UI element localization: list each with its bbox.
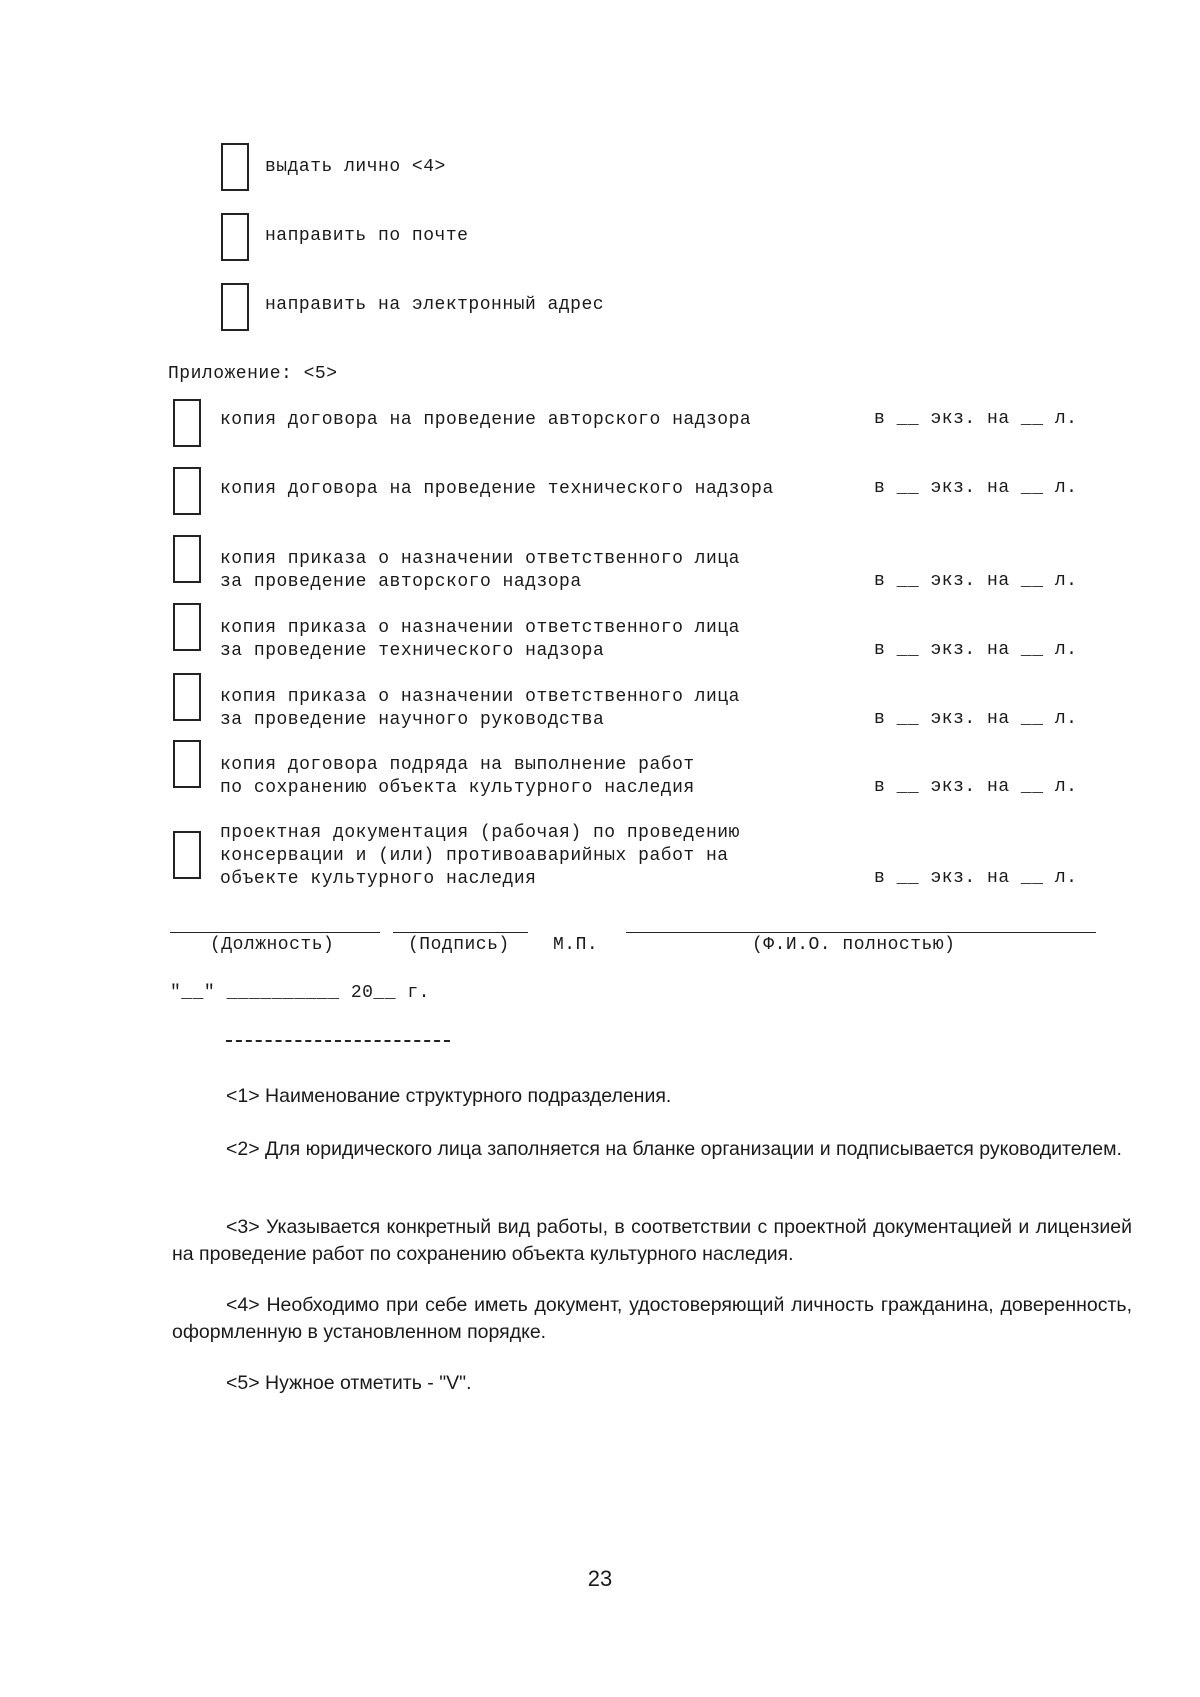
attachment-copies: в __ экз. на __ л. <box>874 640 1078 660</box>
footnote-marker: <5> <box>226 1372 260 1394</box>
full-name-line[interactable] <box>626 932 1096 933</box>
attachment-copies: в __ экз. на __ л. <box>874 409 1078 429</box>
attachment-label-line3: объекте культурного наследия <box>220 869 537 889</box>
attachment-label-line2: за проведение научного руководства <box>220 710 605 730</box>
attachment-copies: в __ экз. на __ л. <box>874 571 1078 591</box>
delivery-option-label: направить на электронный адрес <box>265 295 605 315</box>
attachment-copies: в __ экз. на __ л. <box>874 709 1078 729</box>
attachment-copies: в __ экз. на __ л. <box>874 868 1078 888</box>
footnote-marker: <1> <box>226 1085 260 1107</box>
attachment-label: копия договора на проведение технического надзора <box>220 479 774 499</box>
footnote-text: Нужное отметить - "V". <box>265 1372 472 1394</box>
date-line: "__" __________ 20__ г. <box>170 983 430 1003</box>
footnote-marker: <4> <box>226 1294 260 1316</box>
checkbox-attachment-7[interactable] <box>173 831 201 879</box>
footnote-text: Необходимо при себе иметь документ, удостоверяющий личность гражданина, доверенность, оформленную в установленном порядке. <box>172 1294 1132 1343</box>
checkbox-send-by-email[interactable] <box>221 283 249 331</box>
position-caption: (Должность) <box>210 935 335 955</box>
attachment-label-line2: по сохранению объекта культурного наследия <box>220 778 695 798</box>
attachment-label-line1: проектная документация (рабочая) по проведению <box>220 823 740 843</box>
footnote-text: Наименование структурного подразделения. <box>265 1085 672 1107</box>
attachment-label-line2: за проведение технического надзора <box>220 641 605 661</box>
footnote-3 <box>172 1214 1132 1268</box>
checkbox-send-by-mail[interactable] <box>221 213 249 261</box>
footnote-marker: <3> <box>226 1216 260 1238</box>
checkbox-attachment-1[interactable] <box>173 399 201 447</box>
position-line[interactable] <box>170 932 380 933</box>
attachment-copies: в __ экз. на __ л. <box>874 478 1078 498</box>
full-name-caption: (Ф.И.О. полностью) <box>752 935 956 955</box>
attachment-label-line1: копия приказа о назначении ответственного лица <box>220 549 740 569</box>
attachment-label-line1: копия договора подряда на выполнение работ <box>220 755 695 775</box>
attachment-copies: в __ экз. на __ л. <box>874 777 1078 797</box>
footnote-5 <box>172 1370 1132 1397</box>
signature-line[interactable] <box>393 932 528 933</box>
footnote-separator <box>226 1040 450 1042</box>
footnote-4 <box>172 1292 1132 1346</box>
checkbox-attachment-4[interactable] <box>173 603 201 651</box>
footnote-1 <box>172 1083 1132 1110</box>
delivery-option-label: направить по почте <box>265 226 469 246</box>
attachment-label-line2: за проведение авторского надзора <box>220 572 582 592</box>
checkbox-attachment-6[interactable] <box>173 740 201 788</box>
page-number: 23 <box>587 1566 613 1591</box>
attachments-title: Приложение: <5> <box>168 364 338 384</box>
checkbox-deliver-in-person[interactable] <box>221 143 249 191</box>
attachment-label-line2: консервации и (или) противоаварийных работ на <box>220 846 729 866</box>
attachment-label: копия договора на проведение авторского надзора <box>220 410 752 430</box>
attachment-label-line1: копия приказа о назначении ответственного лица <box>220 687 740 707</box>
checkbox-attachment-5[interactable] <box>173 673 201 721</box>
checkbox-attachment-2[interactable] <box>173 467 201 515</box>
checkbox-attachment-3[interactable] <box>173 535 201 583</box>
attachment-label-line1: копия приказа о назначении ответственного лица <box>220 618 740 638</box>
footnote-marker: <2> <box>226 1138 260 1160</box>
footnote-text: Указывается конкретный вид работы, в соответствии с проектной документацией и лицензией на проведение работ по сохранению объекта культурного наследия. <box>172 1216 1133 1265</box>
delivery-option-label: выдать лично <4> <box>265 157 446 177</box>
footnote-2 <box>172 1136 1132 1163</box>
stamp-caption: М.П. <box>553 935 599 955</box>
signature-caption: (Подпись) <box>408 935 510 955</box>
footnote-text: Для юридического лица заполняется на бланке организации и подписывается руководителем. <box>265 1138 1122 1160</box>
